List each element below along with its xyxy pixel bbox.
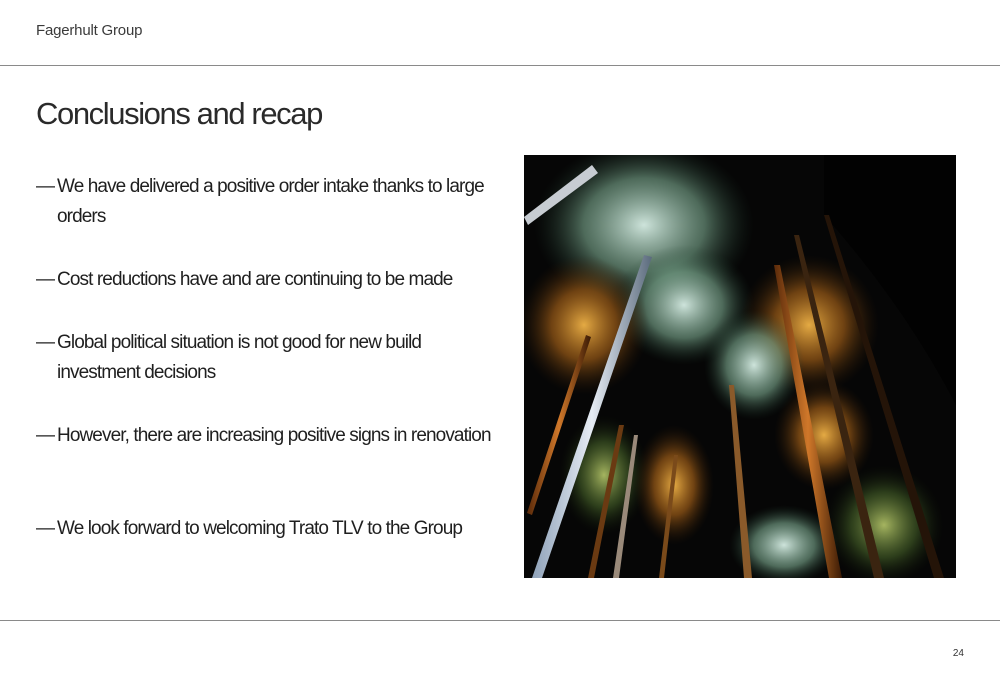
bullet-dash: — bbox=[36, 176, 55, 197]
bullet-item bbox=[36, 328, 506, 421]
bullet-dash: — bbox=[36, 425, 55, 446]
page-number: 24 bbox=[952, 648, 964, 659]
bullet-item bbox=[36, 265, 506, 328]
forest-illustration bbox=[524, 155, 956, 578]
forest-photo bbox=[524, 155, 956, 578]
bullet-text: We look forward to welcoming Trato TLV to the Group bbox=[57, 518, 463, 539]
bullet-dash: — bbox=[36, 269, 55, 290]
footer-divider bbox=[0, 620, 1000, 621]
brand-name: Fagerhult Group bbox=[36, 22, 143, 39]
slide-title: Conclusions and recap bbox=[36, 96, 322, 131]
bullet-item bbox=[36, 421, 506, 514]
bullet-item bbox=[36, 172, 506, 265]
bullet-dash: — bbox=[36, 518, 55, 539]
bullet-dash: — bbox=[36, 332, 55, 353]
bullet-text: We have delivered a positive order intake thanks to large orders bbox=[57, 176, 484, 227]
bullet-list bbox=[36, 172, 506, 544]
header-divider bbox=[0, 65, 1000, 66]
bullet-text: Cost reductions have and are continuing to be made bbox=[57, 269, 453, 290]
bullet-item bbox=[36, 514, 506, 544]
bullet-text: Global political situation is not good for new build investment decisions bbox=[57, 332, 422, 383]
bullet-text: However, there are increasing positive signs in renovation bbox=[57, 425, 491, 446]
